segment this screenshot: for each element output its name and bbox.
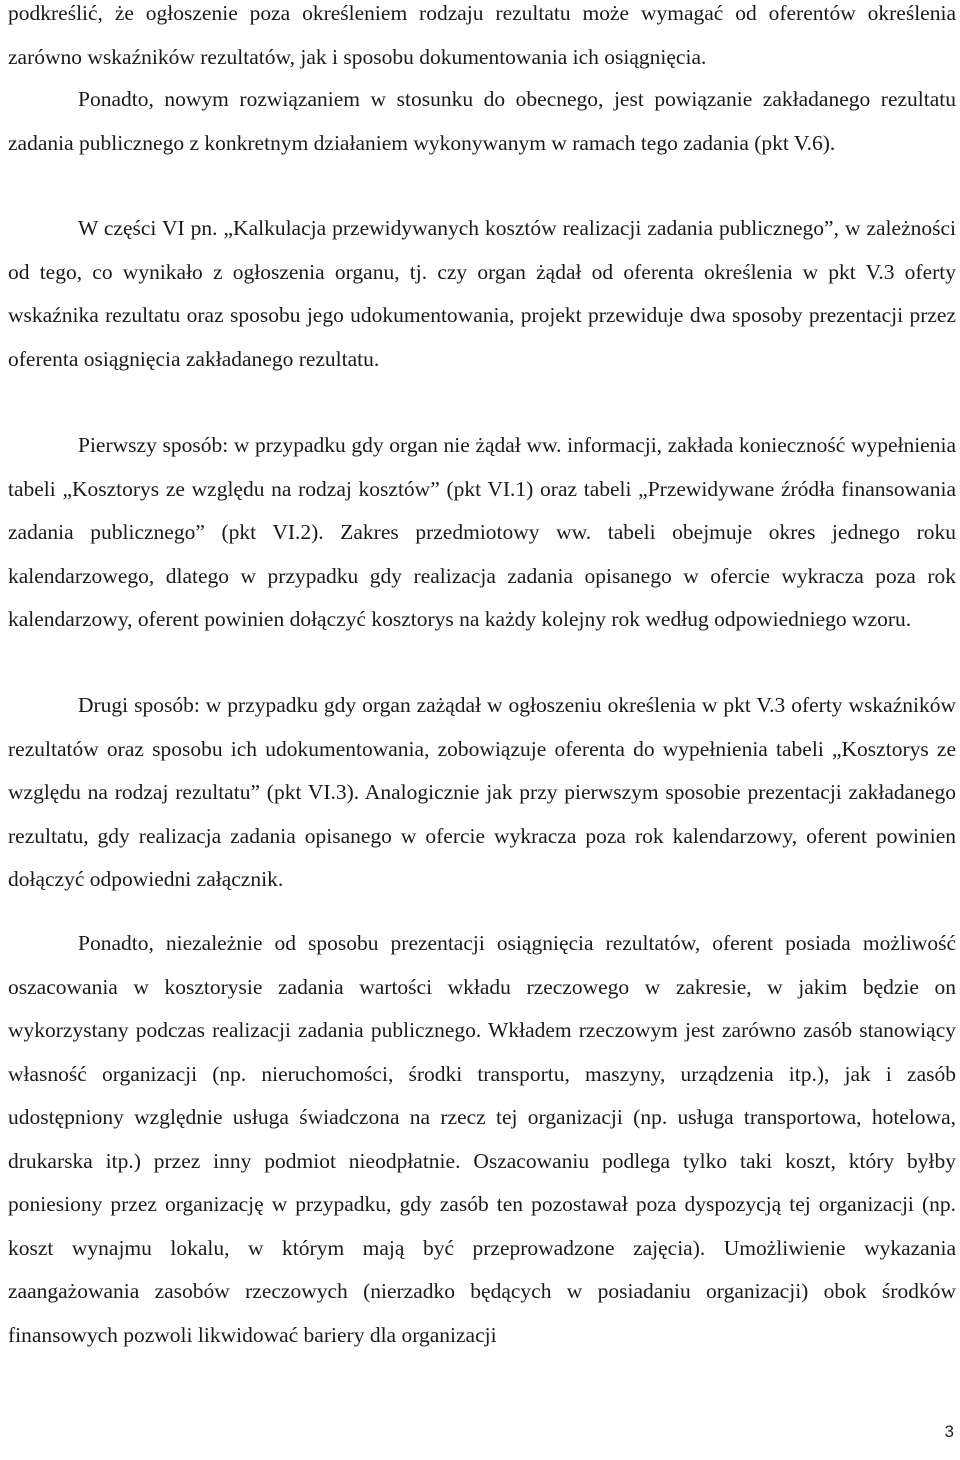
paragraph-4: Pierwszy sposób: w przypadku gdy organ nie żądał ww. informacji, zakłada konieczność wypełnienia tabeli „Kosztorys ze względu na rodzaj kosztów” (pkt VI.1) oraz tabeli „Przewidywane źródła finansowania zadania publicznego” (pkt VI.2). Zakres przedmiotowy ww. tabeli obejmuje okres jednego roku kalendarzowego, dlatego w przypadku gdy realizacja zadania opisanego w ofercie wykracza poza rok kalendarzowy, oferent powinien dołączyć kosztorys na każdy kolejny rok według odpowiedniego wzoru. <box>8 433 956 631</box>
page-number: 3 <box>944 1422 954 1441</box>
paragraph-3: W części VI pn. „Kalkulacja przewidywanych kosztów realizacji zadania publicznego”, w zależności od tego, co wynikało z ogłoszenia organu, tj. czy organ żądał od oferenta określenia w pkt V.3 oferty wskaźnika rezultatu oraz sposobu jego udokumentowania, projekt przewiduje dwa sposoby prezentacji przez oferenta osiągnięcia zakładanego rezultatu. <box>8 216 956 371</box>
paragraph-2: Ponadto, nowym rozwiązaniem w stosunku do obecnego, jest powiązanie zakładanego rezultatu zadania publicznego z konkretnym działaniem wykonywanym w ramach tego zadania (pkt V.6). <box>8 87 956 155</box>
paragraph-6: Ponadto, niezależnie od sposobu prezentacji osiągnięcia rezultatów, oferent posiada możliwość oszacowania w kosztorysie zadania wartości wkładu rzeczowego w zakresie, w jakim będzie on wykorzystany podczas realizacji zadania publicznego. Wkładem rzeczowym jest zarówno zasób stanowiący własność organizacji (np. nieruchomości, środki transportu, maszyny, urządzenia itp.), jak i zasób udostępniony względnie usługa świadczona na rzecz tej organizacji (np. usługa transportowa, hotelowa, drukarska itp.) przez inny podmiot nieodpłatnie. Oszacowaniu podlega tylko taki koszt, który byłby poniesiony przez organizację w przypadku, gdy zasób ten pozostawał poza dyspozycją tej organizacji (np. koszt wynajmu lokalu, w którym mają być przeprowadzone zajęcia). Umożliwienie wykazania zaangażowania zasobów rzeczowych (nierzadko będących w posiadaniu organizacji) obok środków finansowych pozwoli likwidować bariery dla organizacji <box>8 931 956 1347</box>
paragraph-1: podkreślić, że ogłoszenie poza określeniem rodzaju rezultatu może wymagać od oferentów określenia zarówno wskaźników rezultatów, jak i sposobu dokumentowania ich osiągnięcia. <box>8 1 956 69</box>
paragraph-5: Drugi sposób: w przypadku gdy organ zażądał w ogłoszeniu określenia w pkt V.3 oferty wskaźników rezultatów oraz sposobu ich udokumentowania, zobowiązuje oferenta do wypełnienia tabeli „Kosztorys ze względu na rodzaj rezultatu” (pkt VI.3). Analogicznie jak przy pierwszym sposobie prezentacji zakładanego rezultatu, gdy realizacja zadania opisanego w ofercie wykracza poza rok kalendarzowy, oferent powinien dołączyć odpowiedni załącznik. <box>8 693 956 891</box>
